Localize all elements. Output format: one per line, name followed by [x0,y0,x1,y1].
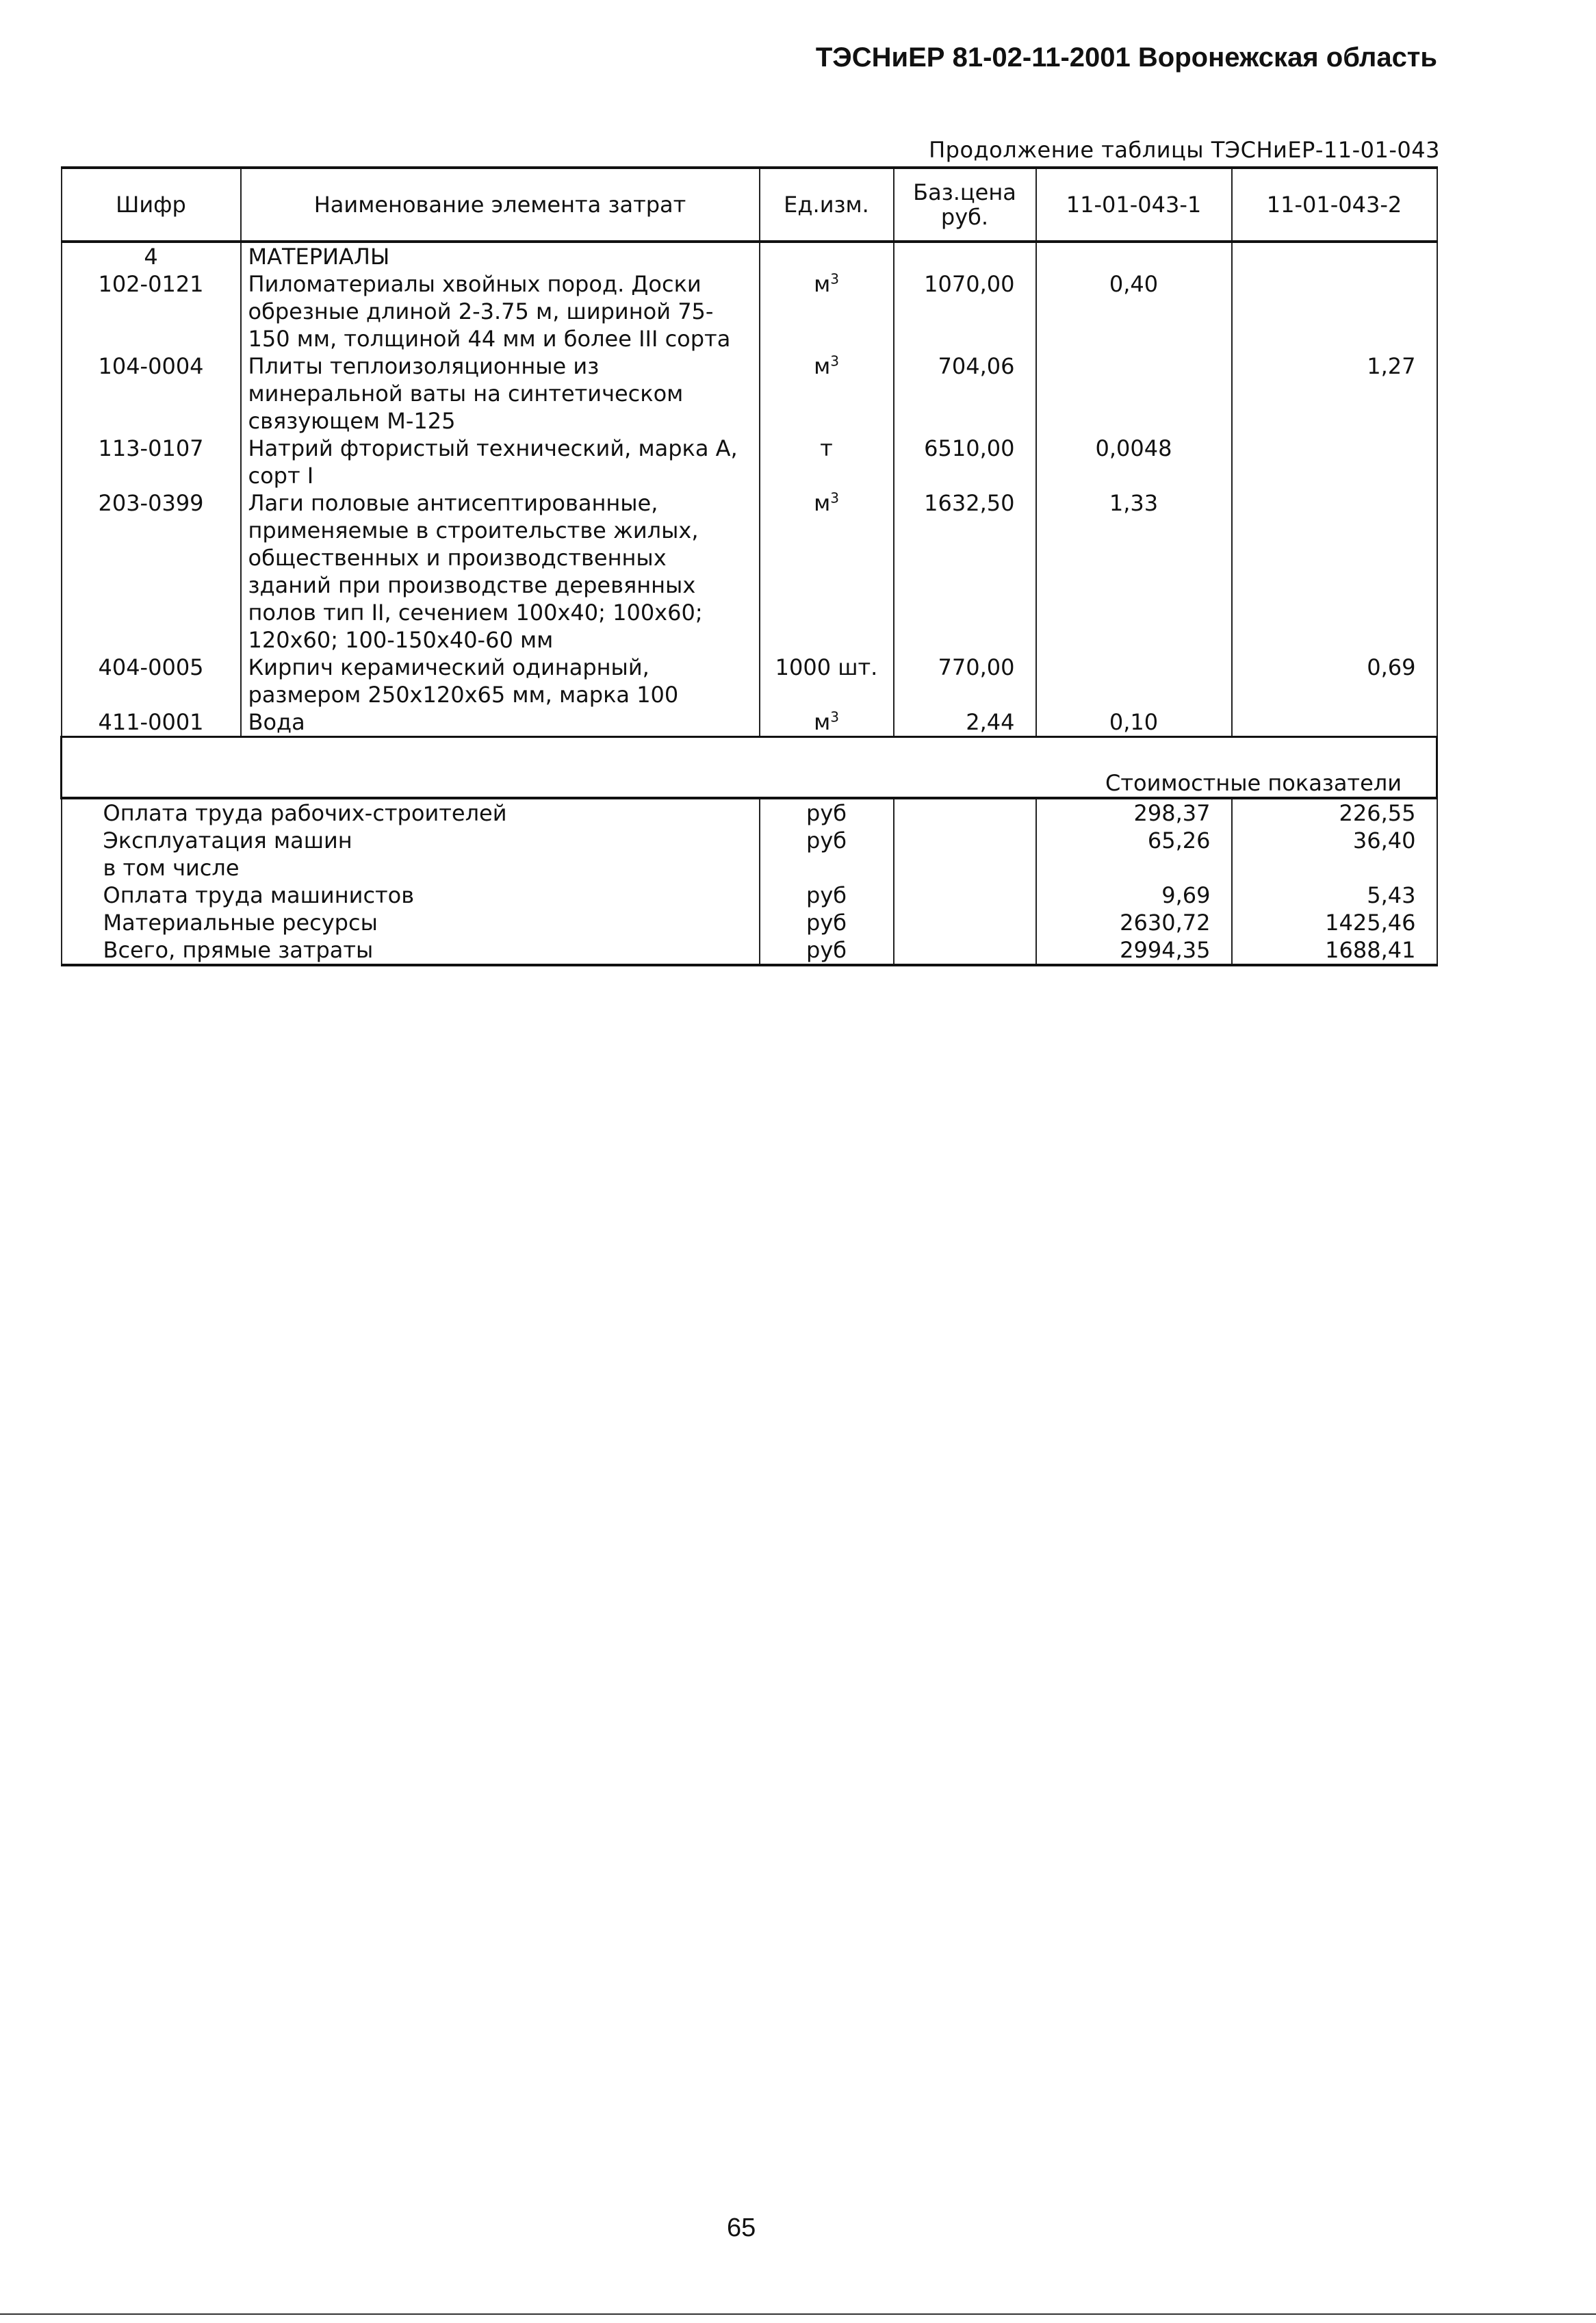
material-code: 411-0001 [62,708,241,737]
summary-row [62,854,1437,882]
material-unit: $м^3$ [760,352,894,435]
table-row [62,435,1437,489]
material-value-1: 0,10 [1036,708,1232,737]
material-name: Натрий фтористый технический, марка А, сорт I [241,435,760,489]
material-code: 404-0005 [62,654,241,708]
summary-value-2: 1425,46 [1232,909,1437,936]
summary-value-2: 5,43 [1232,882,1437,909]
summary-value-1: 9,69 [1036,882,1232,909]
material-price: 704,06 [894,352,1036,435]
section-code: 4 [62,242,241,270]
summary-unit: руб [760,827,894,854]
section-row [62,242,1437,270]
summary-name: Оплата труда рабочих-строителей [62,798,760,827]
summary-row [62,882,1437,909]
material-unit: $м^3$ [760,708,894,737]
material-unit: т [760,435,894,489]
summary-value-2 [1232,854,1437,882]
summary-name: в том числе [62,854,760,882]
table-row [62,708,1437,737]
page-number: 65 [727,2213,756,2242]
summary-unit: руб [760,882,894,909]
material-name: Кирпич керамический одинарный, размером 250х120х65 мм, марка 100 [241,654,760,708]
material-value-1: 0,0048 [1036,435,1232,489]
material-value-1: 1,33 [1036,489,1232,654]
summary-value-2: 226,55 [1232,798,1437,827]
summary-row [62,798,1437,827]
table-row [62,352,1437,435]
summary-value-1: 2630,72 [1036,909,1232,936]
column-header-base-price: Баз.цена руб. [894,168,1036,242]
material-value-1 [1036,352,1232,435]
summary-name: Оплата труда машинистов [62,882,760,909]
material-price: 6510,00 [894,435,1036,489]
material-code: 104-0004 [62,352,241,435]
material-code: 113-0107 [62,435,241,489]
material-name: Вода [241,708,760,737]
material-name: Пиломатериалы хвойных пород. Доски обрезные длиной 2-3.75 м, шириной 75-150 мм, толщиной 44 мм и более III сорта [241,270,760,352]
material-name: Плиты теплоизоляционные из минеральной ваты на синтетическом связующем М-125 [241,352,760,435]
material-code: 203-0399 [62,489,241,654]
document-title: ТЭСНиЕР 81-02-11-2001 Воронежская область [815,42,1437,73]
summary-value-2: 36,40 [1232,827,1437,854]
material-price: 770,00 [894,654,1036,708]
section-title: МАТЕРИАЛЫ [241,242,760,270]
material-unit: $м^3$ [760,270,894,352]
summary-unit: руб [760,798,894,827]
material-value-2 [1232,489,1437,654]
material-value-2: 1,27 [1232,352,1437,435]
column-header-variant-2: 11-01-043-2 [1232,168,1437,242]
cost-indicators-label: Стоимостные показатели [62,737,1437,799]
material-value-2 [1232,708,1437,737]
summary-name: Всего, прямые затраты [62,936,760,965]
material-value-2 [1232,270,1437,352]
bottom-rule [0,2313,1596,2315]
summary-value-2: 1688,41 [1232,936,1437,965]
summary-unit: руб [760,909,894,936]
column-header-variant-1: 11-01-043-1 [1036,168,1232,242]
column-header-code: Шифр [62,168,241,242]
material-unit: $м^3$ [760,489,894,654]
summary-row [62,936,1437,965]
summary-value-1: 2994,35 [1036,936,1232,965]
summary-unit: руб [760,936,894,965]
material-unit: 1000 шт. [760,654,894,708]
material-value-1 [1036,654,1232,708]
table-continuation-caption: Продолжение таблицы ТЭСНиЕР-11-01-043 [929,137,1440,163]
material-value-2: 0,69 [1232,654,1437,708]
column-header-unit: Ед.изм. [760,168,894,242]
cost-indicators-row [62,737,1437,799]
summary-name: Материальные ресурсы [62,909,760,936]
summary-row [62,827,1437,854]
norms-table [60,166,1438,966]
summary-row [62,909,1437,936]
summary-unit [760,854,894,882]
material-value-1: 0,40 [1036,270,1232,352]
summary-value-1: 65,26 [1036,827,1232,854]
material-value-2 [1232,435,1437,489]
table-row [62,270,1437,352]
table-row [62,654,1437,708]
table-row [62,489,1437,654]
material-price: 1632,50 [894,489,1036,654]
material-name: Лаги половые антисептированные, применяемые в строительстве жилых, общественных и производственных зданий при производстве деревянных полов тип II, сечением 100х40; 100х60; 120х60; 100-150х40-60 мм [241,489,760,654]
summary-value-1: 298,37 [1036,798,1232,827]
material-price: 2,44 [894,708,1036,737]
summary-value-1 [1036,854,1232,882]
column-header-name: Наименование элемента затрат [241,168,760,242]
material-price: 1070,00 [894,270,1036,352]
material-code: 102-0121 [62,270,241,352]
summary-name: Эксплуатация машин [62,827,760,854]
